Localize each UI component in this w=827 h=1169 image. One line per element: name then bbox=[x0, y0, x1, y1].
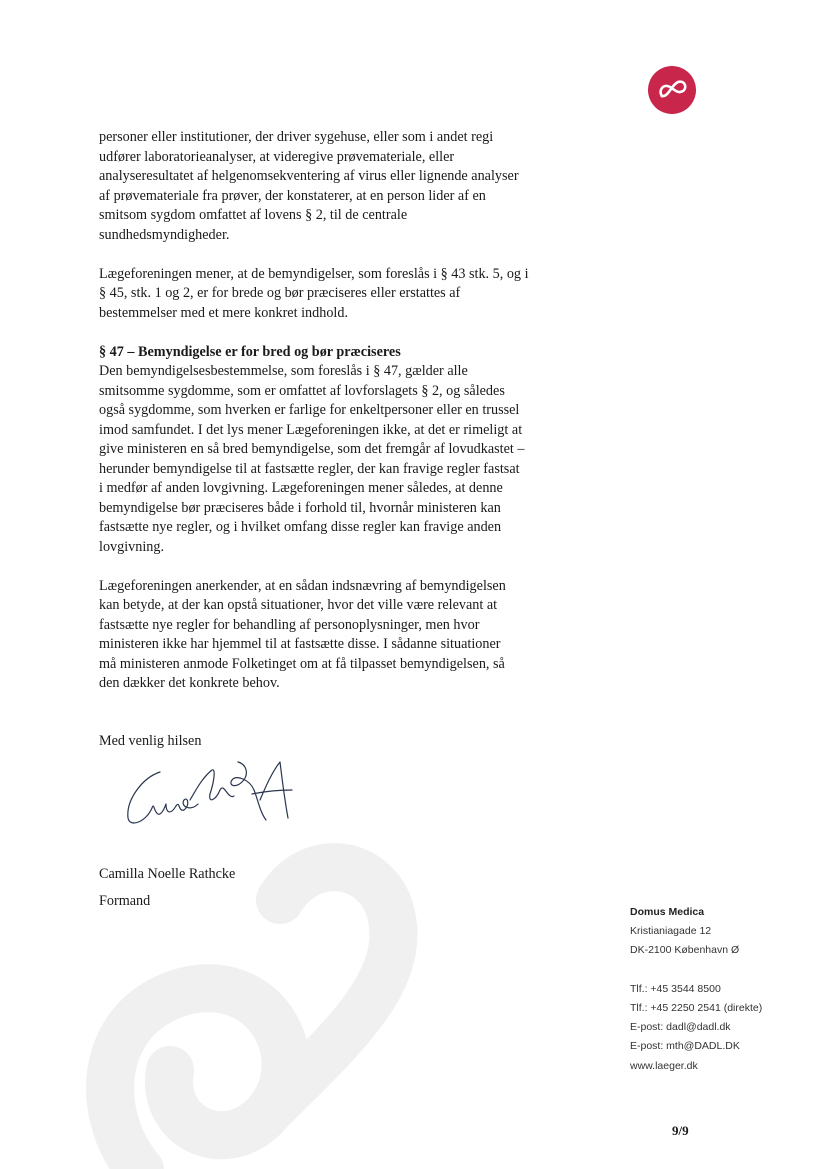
paragraph-3 bbox=[99, 343, 579, 558]
text-line: udfører laboratorieanalyser, at videregive prøvemateriale, eller bbox=[99, 148, 455, 165]
paragraph-4 bbox=[99, 577, 579, 694]
text-line: bestemmelser med et mere konkret indhold. bbox=[99, 304, 348, 321]
page-number: 9/9 bbox=[672, 1123, 689, 1138]
text-line: også sygdomme, som hverken er farlige for enkeltpersoner eller en trussel bbox=[99, 402, 520, 418]
text-line: give ministeren en så bred bemyndigelse, som det fremgår af lovudkastet – bbox=[99, 441, 525, 457]
section-heading: § 47 – Bemyndigelse er for bred og bør præciseres bbox=[99, 343, 401, 360]
contact-address-line: Kristianiagade 12 bbox=[630, 925, 712, 938]
text-line: § 45, stk. 1 og 2, er for brede og bør præciseres eller erstattes af bbox=[99, 285, 461, 301]
text-line: må ministeren anmode Folketinget om at få tilpasset bemyndigelsen, så bbox=[99, 655, 505, 672]
text-line: sundhedsmyndigheder. bbox=[99, 226, 230, 243]
letter-body bbox=[99, 128, 579, 713]
text-line: kan betyde, at der kan opstå situationer, hvor det ville være relevant at bbox=[99, 597, 498, 613]
laegeforeningen-logo-icon bbox=[648, 66, 696, 114]
text-line: fastsætte nye regler, og i hvilket omfang disse regler kan fravige anden bbox=[99, 519, 502, 535]
text-line: personer eller institutioner, der driver sygehuse, eller som i andet regi bbox=[99, 129, 494, 145]
text-line: i medfør af anden lovgivning. Lægeforeningen mener således, at denne bbox=[99, 480, 503, 496]
handwritten-signature bbox=[120, 760, 300, 832]
text-line: lovgivning. bbox=[99, 538, 165, 555]
text-line: af prøvemateriale fra prøver, der konstaterer, at en person lider af en bbox=[99, 187, 486, 204]
text-line: Den bemyndigelsesbestemmelse, som foreslås i § 47, gælder alle bbox=[99, 363, 468, 379]
contact-phone-direct: Tlf.: +45 2250 2541 (direkte) bbox=[630, 1002, 763, 1014]
text-line: herunder bemyndigelse til at fastsætte regler, der kan fravige regler fastsat bbox=[99, 460, 520, 477]
contact-block bbox=[630, 903, 762, 1076]
contact-email[interactable]: E-post: dadl@dadl.dk bbox=[630, 1021, 731, 1034]
contact-spacer bbox=[630, 961, 762, 980]
text-line: analyseresultatet af helgenomsekventering af virus eller lignende analyser bbox=[99, 168, 519, 184]
text-line: den dækker det konkrete behov. bbox=[99, 675, 280, 691]
text-line: Lægeforeningen anerkender, at en sådan indsnævring af bemyndigelsen bbox=[99, 577, 506, 594]
paragraph-1 bbox=[99, 128, 579, 245]
paragraph-2 bbox=[99, 265, 579, 324]
text-line: imod samfundet. I det lys mener Lægeforeningen ikke, at det er rimeligt at bbox=[99, 421, 523, 438]
signer-title: Formand bbox=[99, 893, 151, 909]
contact-website[interactable]: www.laeger.dk bbox=[630, 1059, 698, 1072]
text-line: fastsætte nye regler for behandling af personoplysninger, men hvor bbox=[99, 616, 480, 633]
text-line: smitsomme sygdomme, som er omfattet af lovforslagets § 2, og således bbox=[99, 382, 505, 399]
text-line: bemyndigelse bør præciseres både i forhold til, hvornår ministeren kan bbox=[99, 499, 501, 516]
signer-name: Camilla Noelle Rathcke bbox=[99, 866, 236, 882]
contact-email-direct[interactable]: E-post: mth@DADL.DK bbox=[630, 1040, 740, 1053]
closing-salutation: Med venlig hilsen bbox=[99, 733, 202, 749]
contact-phone: Tlf.: +45 3544 8500 bbox=[630, 982, 721, 995]
text-line: ministeren ikke har hjemmel til at fastsætte disse. I sådanne situationer bbox=[99, 636, 501, 652]
text-line: smitsom sygdom omfattet af lovens § 2, til de centrale bbox=[99, 207, 408, 223]
snake-watermark bbox=[80, 840, 460, 1169]
text-line: Lægeforeningen mener, at de bemyndigelser, som foreslås i § 43 stk. 5, og i bbox=[99, 265, 529, 282]
contact-org: Domus Medica bbox=[630, 906, 705, 918]
contact-address-line: DK-2100 København Ø bbox=[630, 944, 740, 957]
